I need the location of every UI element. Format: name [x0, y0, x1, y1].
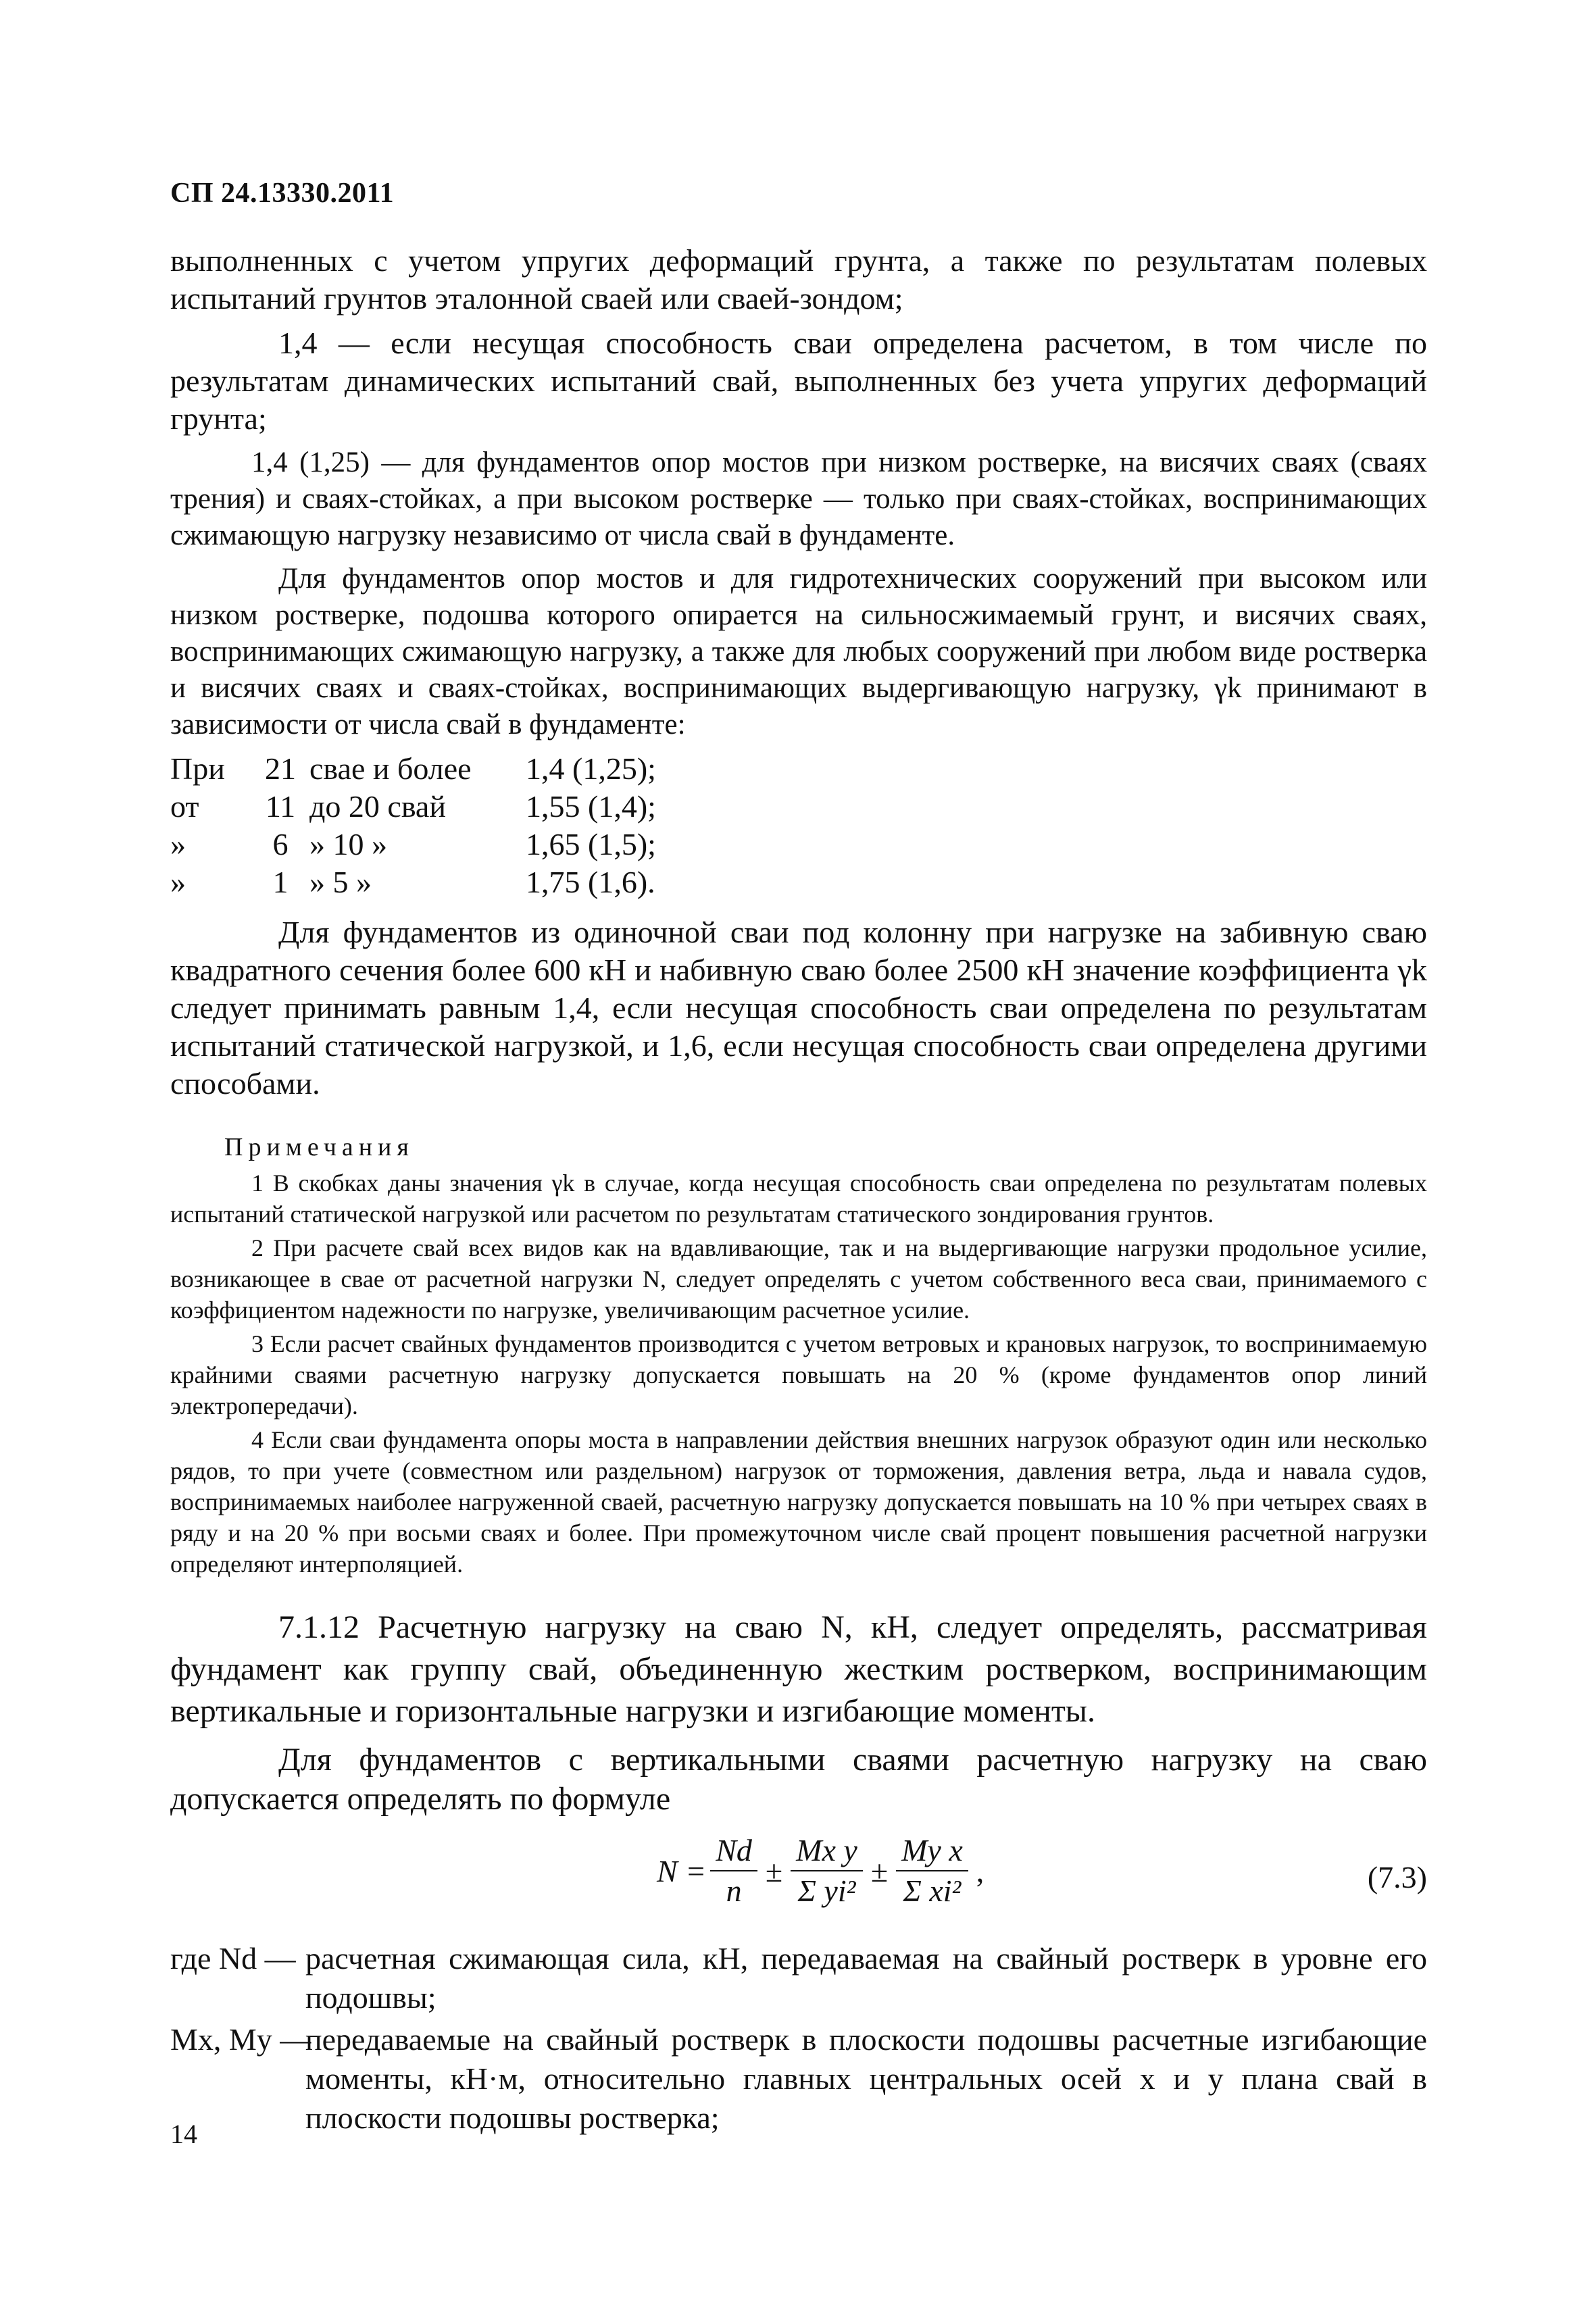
definition-term: где Nd —: [170, 1941, 296, 1976]
note-item: 1 В скобках даны значения γk в случае, когда несущая способность сваи определена по результатам полевых испытаний статической нагрузкой или расчетом по результатам статического зондирования грунтов.: [170, 1169, 1427, 1228]
page-number: 14: [170, 2119, 197, 2149]
document-page: [170, 177, 1427, 2140]
table-row: » 1 » 5 » 1,75 (1,6).: [170, 865, 655, 899]
definition-item: [170, 2020, 1427, 2138]
fraction: $\frac{\text{My x}}{\text{Σ xi²}}$: [896, 1831, 968, 1911]
definitions-list: [170, 1939, 1427, 2138]
formula-block: [170, 1824, 1427, 1939]
table-row: При 21 сваe и более 1,4 (1,25);: [170, 751, 656, 786]
fraction: $\frac{\text{Mx y}}{\text{Σ yi²}}$: [791, 1831, 863, 1911]
notes-title: Примечания: [224, 1133, 414, 1161]
definition-text: передаваемые на свайный ростверк в плоскости подошвы расчетные изгибающие моменты, кН·м, относительно главных центральных осей x и y плана свай в плоскости подошвы ростверка;: [305, 2022, 1427, 2135]
paragraph: 1,4 (1,25) — для фундаментов опор мостов при низком ростверке, на висячих сваях (сваях трения) и сваях-стойках, а при высоком ростверке — только при сваях-стойках, воспринимающих сжимающую нагрузку независимо от числа свай в фундаменте.: [170, 447, 1427, 551]
paragraph: Для фундаментов из одиночной сваи под колонну при нагрузке на забивную сваю квадратного сечения более 600 кН и набивную сваю более 2500 кН значение коэффициента γk следует принимать равным 1,4, если несущая способность сваи определена по результатам испытаний статической нагрузкой, и 1,6, если несущая способность сваи определена другими способами.: [170, 915, 1427, 1101]
paragraph: Для фундаментов опор мостов и для гидротехнических сооружений при высоком или низком ростверке, подошва которого опирается на сильносжимаемый грунт, и висячих сваях, воспринимающих сжимающую нагрузку, а также для любых сооружений при любом виде ростверка и висячих сваях и сваях-стойках, воспринимающих выдергивающую нагрузку, γk принимают в зависимости от числа свай в фундаменте:: [170, 563, 1427, 740]
formula-lhs: N =: [657, 1853, 707, 1888]
definition-item: [170, 1939, 1427, 2017]
paragraph: выполненных с учетом упругих деформаций грунта, а также по результатам полевых испытаний грунтов эталонной сваей или сваей-зондом;: [170, 243, 1427, 316]
note-item: 3 Если расчет свайных фундаментов производится с учетом ветровых и крановых нагрузок, то воспринимаемую крайними сваями расчетную нагрузку допускается повышать на 20 % (кроме фундаментов опор линий электропередачи).: [170, 1330, 1427, 1419]
definition-term: Mx, My —: [170, 2022, 311, 2057]
document-code: СП 24.13330.2011: [170, 178, 395, 209]
fraction: $\frac{Nd}{n}$: [710, 1831, 757, 1911]
paragraph: 1,4 — если несущая способность сваи определена расчетом, в том числе по результатам динамических испытаний свай, выполненных без учета упругих деформаций грунта;: [170, 326, 1427, 436]
table-row: от 11 до 20 свай 1,55 (1,4);: [170, 789, 656, 824]
section-paragraph: Для фундаментов с вертикальными сваями расчетную нагрузку на сваю допускается определять по формуле: [170, 1742, 1427, 1817]
pile-count-table: [170, 750, 1427, 901]
note-item: 4 Если сваи фундамента опоры моста в направлении действия внешних нагрузок образуют один или несколько рядов, то при учете (совместном или раздельном) нагрузок от торможения, давления ветра, льда и навала судов, воспринимаемых наиболее нагруженной сваей, расчетную нагрузку допускается повышать на 10 % при четырех сваях в ряду и на 20 % при восьми сваях и более. При промежуточном числе свай процент повышения расчетной нагрузки определяют интерполяцией.: [170, 1426, 1427, 1578]
definition-text: расчетная сжимающая сила, кН, передаваемая на свайный ростверк в уровне его подошвы;: [305, 1941, 1427, 2015]
equation-number: (7.3): [1367, 1860, 1427, 1894]
table-row: » 6 » 10 » 1,65 (1,5);: [170, 827, 656, 861]
note-item: 2 При расчете свай всех видов как на вдавливающие, так и на выдергивающие нагрузки продольное усилие, возникающее в свае от расчетной нагрузки N, следует определять с учетом собственного веса сваи, принимаемого с коэффициентом надежности по нагрузке, увеличивающим расчетное усилие.: [170, 1234, 1427, 1324]
formula: N = $\frac{Nd}{n}$ ± $\frac{\text{Mx y}}{\text{Σ yi²}}$ ± $\frac{\text{My x}}{\text{Σ xi²}}$ ,: [657, 1831, 988, 1911]
section-paragraph: 7.1.12 Расчетную нагрузку на сваю N, кН, следует определять, рассматривая фундамент как группу свай, объединенную жестким ростверком, воспринимающим вертикальные и горизонтальные нагрузки и изгибающие моменты.: [170, 1609, 1427, 1729]
